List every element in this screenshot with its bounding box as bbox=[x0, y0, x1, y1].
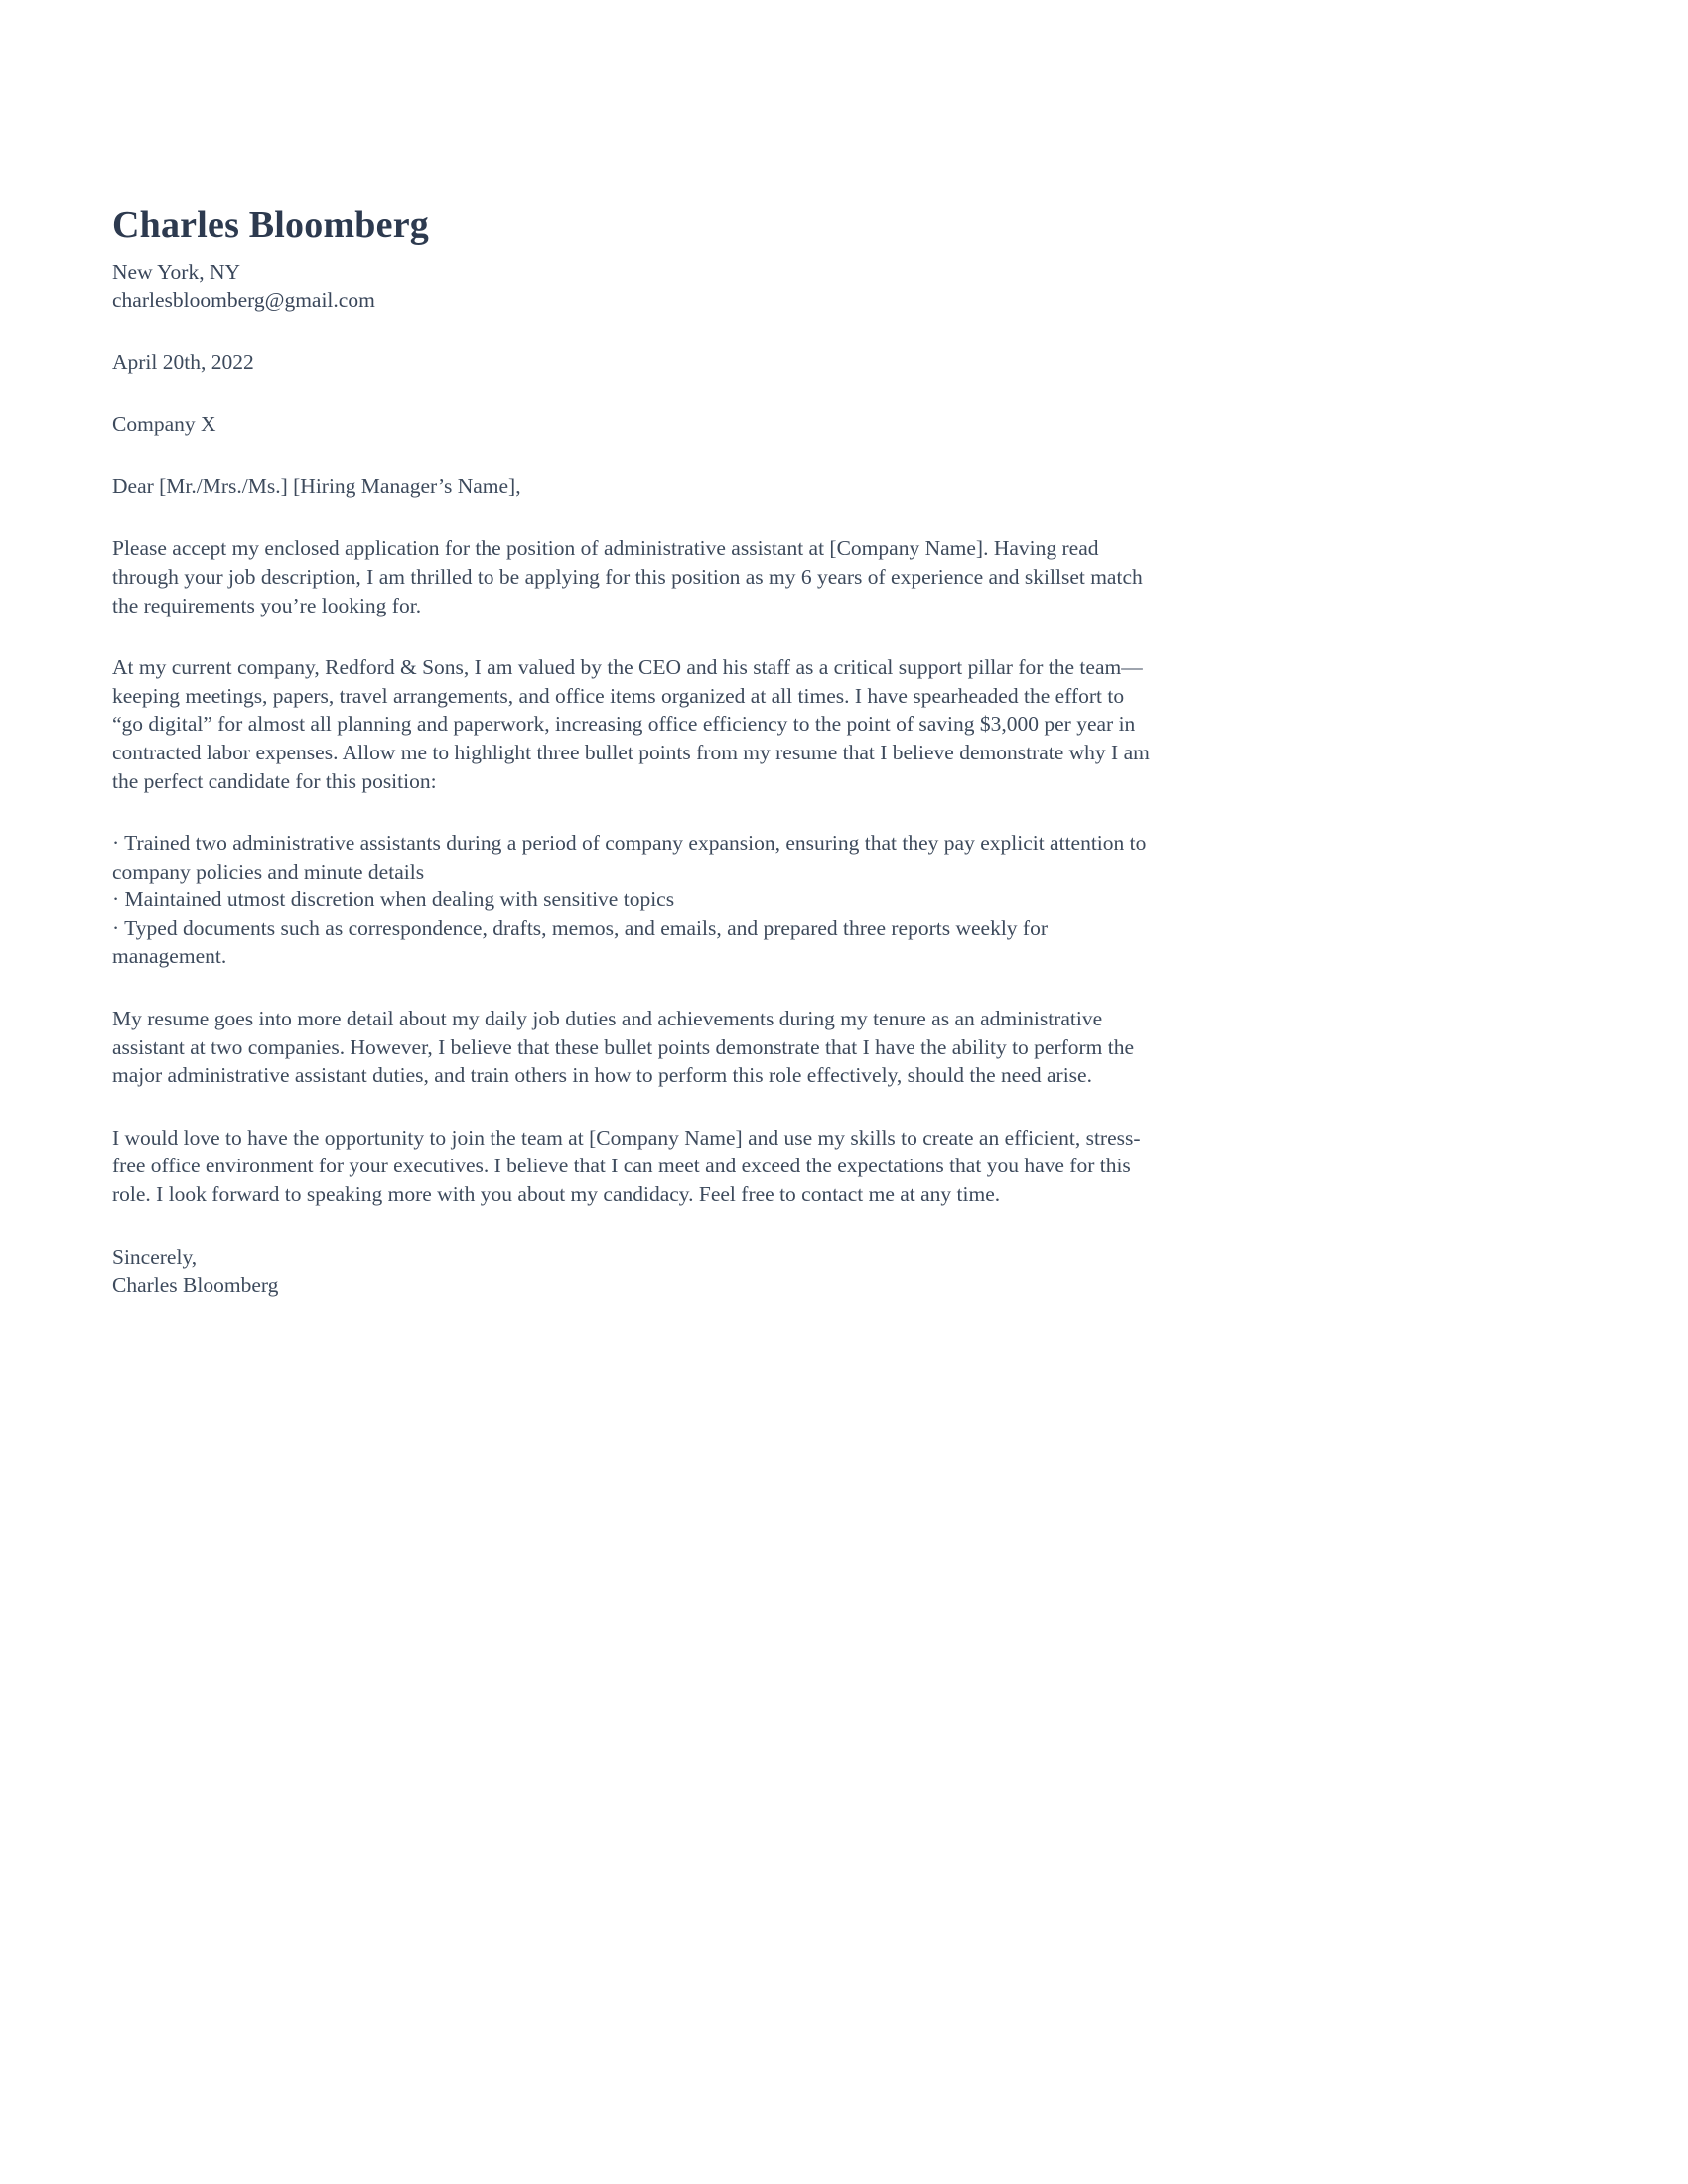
spacer-paragraph-1 bbox=[112, 619, 1155, 653]
body-paragraph-3: My resume goes into more detail about my daily job duties and achievements during my tenure as an administrative assistant at two companies. However, I believe that these bullet points demonstrate that I have the ability to perform the major administrative assistant duties, and train others in how to perform this role effectively, should the need arise. bbox=[112, 1007, 1135, 1088]
bullet-marker-icon: · bbox=[112, 831, 120, 856]
list-item-text: Typed documents such as correspondence, drafts, memos, and emails, and prepared three reports weekly for management. bbox=[112, 915, 1049, 969]
recipient-company: Company X bbox=[112, 412, 216, 437]
page-title: Charles Bloomberg bbox=[112, 205, 429, 246]
list-item bbox=[112, 914, 1155, 971]
body-paragraph-4: I would love to have the opportunity to join the team at [Company Name] and use my skills to create an efficient, stress-free office environment for your executives. I believe that I can meet and exceed the expectations that you have for this role. I look forward to speaking more with you about my candidacy. Feel free to contact me at any time. bbox=[112, 1125, 1141, 1207]
spacer-paragraph-3 bbox=[112, 1090, 1155, 1124]
spacer-before-closing bbox=[112, 1209, 1155, 1243]
achievement-list bbox=[112, 829, 1155, 971]
salutation: Dear [Mr./Mrs./Ms.] [Hiring Manager’s Name], bbox=[112, 474, 521, 498]
bullet-marker-icon: · bbox=[112, 915, 120, 940]
valediction: Sincerely, bbox=[112, 1244, 198, 1269]
body-paragraph-1: Please accept my enclosed application for the position of administrative assistant at [Company Name]. Having read through your job description, I am thrilled to be applying for this position as my 6 years of experience and skillset match the requirements you’re looking for. bbox=[112, 536, 1143, 617]
list-item-text: Trained two administrative assistants during a period of company expansion, ensuring that they pay explicit attention to company policies and minute details bbox=[112, 831, 1147, 884]
spacer-after-salutation bbox=[112, 500, 1155, 534]
spacer-after-list bbox=[112, 971, 1155, 1005]
list-item-text: Maintained utmost discretion when dealing with sensitive topics bbox=[124, 887, 675, 912]
spacer-paragraph-2 bbox=[112, 795, 1155, 829]
applicant-location: New York, NY bbox=[112, 259, 241, 284]
spacer-after-date bbox=[112, 376, 1155, 410]
list-item bbox=[112, 886, 1155, 914]
letter-body bbox=[112, 204, 1155, 1299]
spacer-after-contact bbox=[112, 315, 1155, 348]
bullet-marker-icon: · bbox=[112, 887, 120, 912]
spacer-after-company bbox=[112, 439, 1155, 473]
letter-date: April 20th, 2022 bbox=[112, 349, 254, 374]
applicant-email: charlesbloomberg@gmail.com bbox=[112, 288, 375, 313]
signature-name: Charles Bloomberg bbox=[112, 1273, 279, 1297]
list-item bbox=[112, 829, 1155, 886]
body-paragraph-2: At my current company, Redford & Sons, I am valued by the CEO and his staff as a critical support pillar for the team—keeping meetings, papers, travel arrangements, and office items organized at all times. I have spearheaded the effort to “go digital” for almost all planning and paperwork, increasing office efficiency to the point of saving $3,000 per year in contracted labor expenses. Allow me to highlight three bullet points from my resume that I believe demonstrate why I am the perfect candidate for this position: bbox=[112, 655, 1150, 793]
